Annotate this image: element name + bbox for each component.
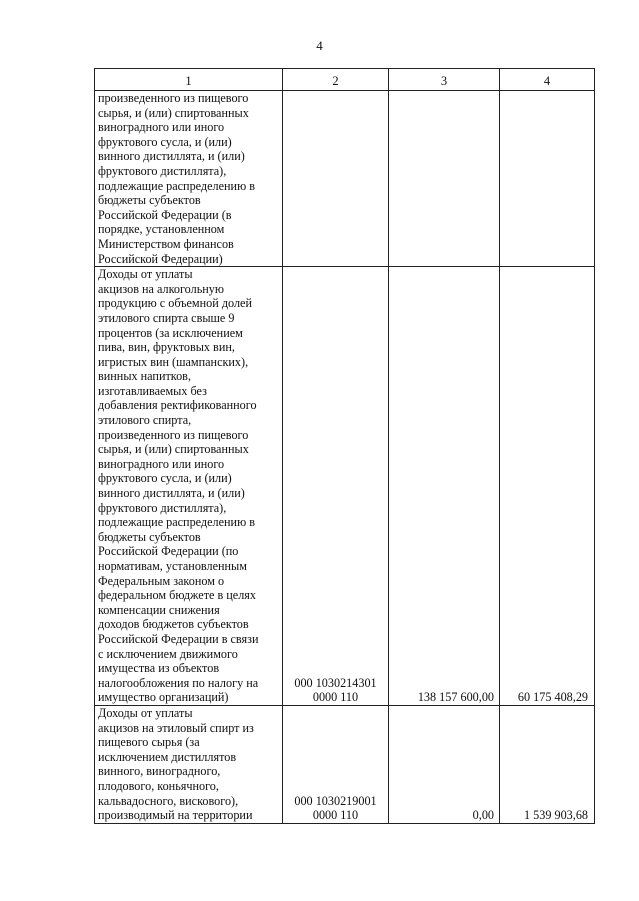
budget-revenue-table — [94, 68, 595, 824]
row-description: Доходы от уплаты акцизов на этиловый спирт из пищевого сырья (за исключением дистиллятов винного, виноградного, плодового, коньячного, кальвадосного, вискового), производимый на территории — [95, 705, 283, 823]
row-code: 000 1030219001 0000 110 — [294, 793, 377, 823]
row-value-col3-cell — [389, 91, 500, 267]
column-header-1: 1 — [95, 69, 283, 91]
column-header-3: 3 — [389, 69, 500, 91]
row-value-col3: 0,00 — [472, 808, 494, 823]
table-row — [95, 91, 595, 267]
column-header-4: 4 — [500, 69, 595, 91]
row-value-col4-cell — [500, 91, 595, 267]
row-value-col4-cell — [500, 267, 595, 706]
row-code-cell — [283, 705, 389, 823]
column-header-2: 2 — [283, 69, 389, 91]
row-code-cell — [283, 267, 389, 706]
row-value-col3: 138 157 600,00 — [417, 690, 494, 705]
row-description: Доходы от уплаты акцизов на алкогольную продукцию с объемной долей этилового спирта свыше 9 процентов (за исключением пива, вин, фруктовых вин, игристых вин (шампанских), винных напитков, изготавливаемых без добавления ректификованного этилового спирта, произведенного из пищевого сырья, и (или) спиртованных виноградного или иного фруктового сусла, и (или) винного дистиллята, и (или) фруктового дистиллята), подлежащие распределению в бюджеты субъектов Российской Федерации (по нормативам, установленным Федеральным законом о федеральном бюджете в целях компенсации снижения доходов бюджетов субъектов Российской Федерации в связи с исключением движимого имущества из объектов налогообложения по налогу на имущество организаций) — [95, 267, 283, 706]
row-description: произведенного из пищевого сырья, и (или) спиртованных виноградного или иного фруктового сусла, и (или) винного дистиллята, и (или) фруктового дистиллята), подлежащие распределению в бюджеты субъектов Российской Федерации (в порядке, установленном Министерством финансов Российской Федерации) — [95, 91, 283, 267]
row-code-cell — [283, 91, 389, 267]
row-value-col3-cell — [389, 267, 500, 706]
row-value-col4-cell — [500, 705, 595, 823]
row-value-col4: 60 175 408,29 — [517, 690, 588, 705]
row-value-col3-cell — [389, 705, 500, 823]
table-row — [95, 705, 595, 823]
table-header-row — [95, 69, 595, 91]
row-code: 000 1030214301 0000 110 — [294, 675, 377, 705]
row-value-col4: 1 539 903,68 — [524, 808, 588, 823]
table-row — [95, 267, 595, 706]
page-number: 4 — [316, 38, 323, 53]
